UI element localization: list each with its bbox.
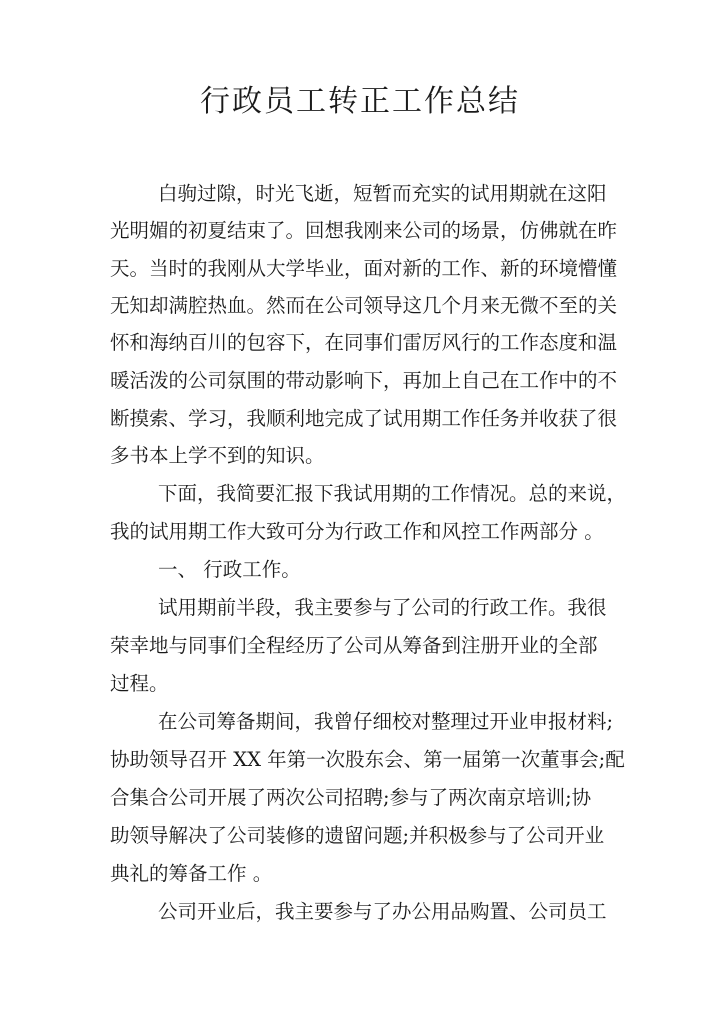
paragraph-line: 暖活泼的公司氛围的带动影响下，再加上自己在工作中的不 — [110, 369, 618, 392]
paragraph-line: 荣幸地与同事们全程经历了公司从筹备到注册开业的全部 — [110, 634, 598, 657]
document-title: 行政员工转正工作总结 — [200, 84, 520, 119]
paragraph-line: 在公司筹备期间，我曾仔细校对整理过开业申报材料; — [158, 710, 614, 733]
page-bottom-margin — [0, 940, 720, 1017]
paragraph-line: 过程。 — [110, 672, 169, 695]
paragraph-line: 无知却满腔热血。然而在公司领导这几个月来无微不至的关 — [110, 294, 618, 317]
paragraph-line: 试用期前半段，我主要参与了公司的行政工作。我很 — [158, 596, 607, 619]
paragraph-line: 我的试用期工作大致可分为行政工作和风控工作两部分 。 — [110, 520, 604, 543]
paragraph-line: 公司开业后，我主要参与了办公用品购置、公司员工 — [158, 900, 607, 923]
paragraph-line: 典礼的筹备工作 。 — [110, 862, 273, 885]
paragraph-line: 天。当时的我刚从大学毕业，面对新的工作、新的环境懵懂 — [110, 257, 618, 280]
paragraph-line: 断摸索、学习，我顺利地完成了试用期工作任务并收获了很 — [110, 407, 618, 430]
paragraph-line: 协助领导召开 XX 年第一次股东会、第一届第一次董事会;配 — [110, 748, 625, 771]
paragraph-line: 光明媚的初夏结束了。回想我刚来公司的场景，仿佛就在昨 — [110, 219, 618, 242]
paragraph-line: 多书本上学不到的知识。 — [110, 444, 325, 467]
paragraph-line: 合集合公司开展了两次公司招聘;参与了两次南京培训;协 — [110, 786, 592, 809]
paragraph-line: 下面，我简要汇报下我试用期的工作情况。总的来说， — [158, 482, 627, 505]
paragraph-line: 怀和海纳百川的包容下，在同事们雷厉风行的工作态度和温 — [110, 331, 618, 354]
paragraph-line: 助领导解决了公司装修的遗留问题;并积极参与了公司开业 — [110, 824, 605, 847]
paragraph-line: 白驹过隙，时光飞逝，短暂而充实的试用期就在这阳 — [158, 182, 607, 205]
section-heading: 一、 行政工作。 — [158, 558, 301, 581]
